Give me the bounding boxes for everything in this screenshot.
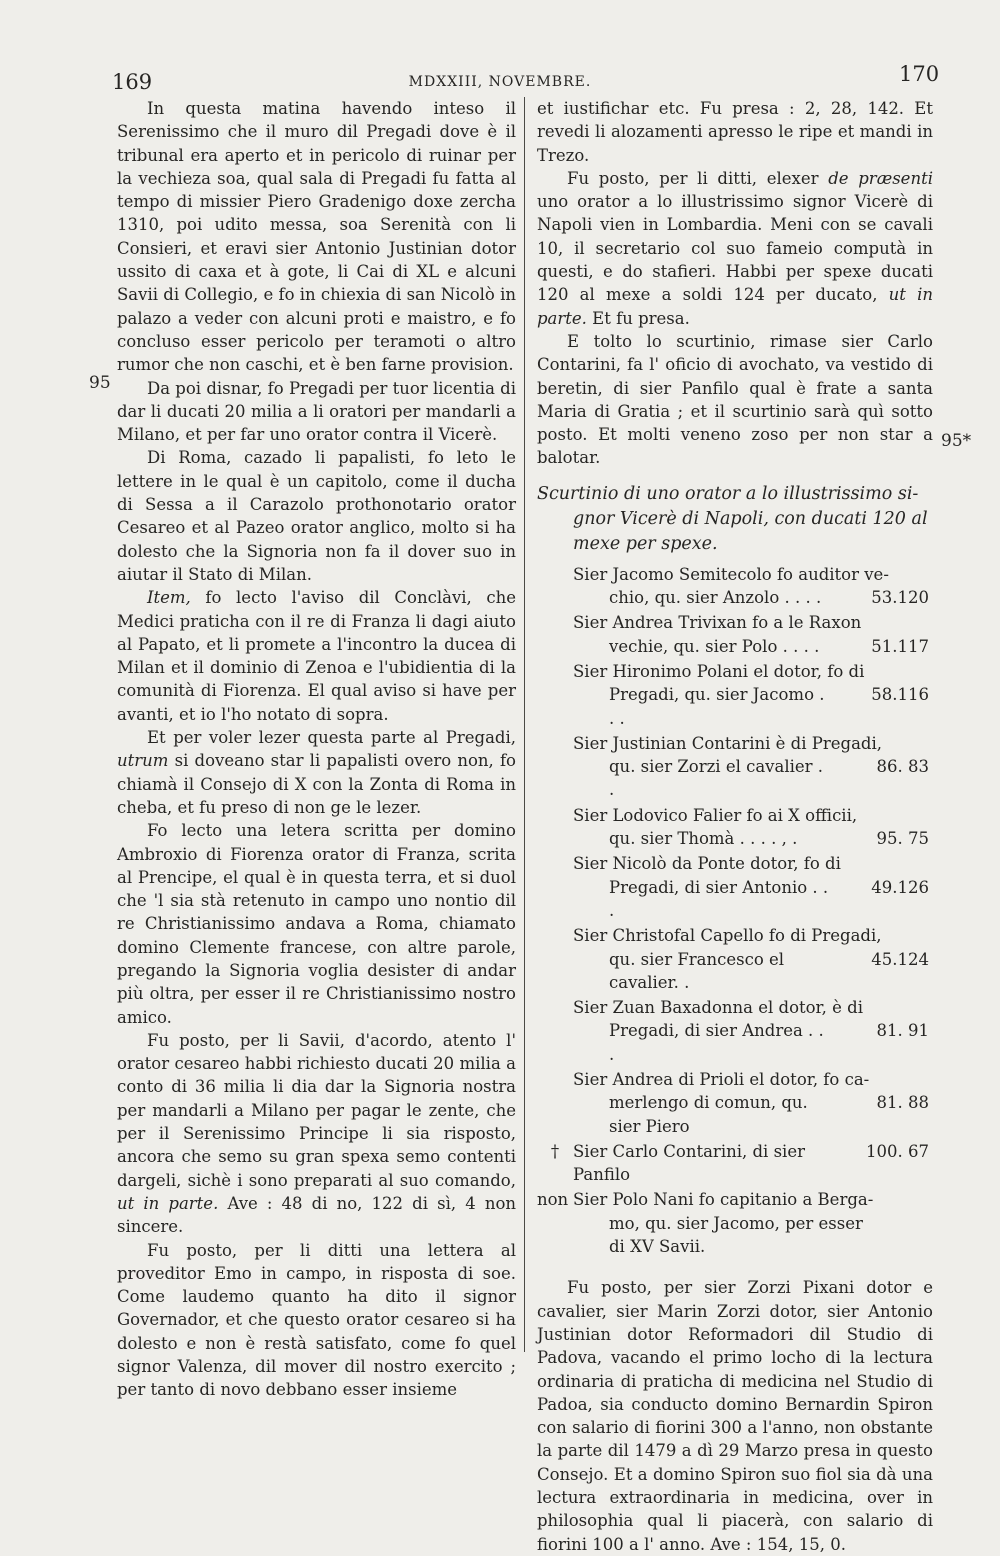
candidate-name: Sier Justinian Contarini è di Pregadi, [573,733,883,753]
candidate-name: Sier Nicolò da Ponte dotor, fo di [573,854,841,874]
italic-text: ut in parte. [537,285,934,328]
candidate-row [537,996,933,1066]
paragraph [117,1029,516,1239]
candidate-row [537,732,933,802]
right-column [537,97,933,1556]
candidate-votes: 51.117 [871,636,929,656]
page-number-left: 169 [112,70,153,94]
candidate-name-cont: qu. sier Francesco el cavalier. . [609,949,785,992]
paragraph-text: Et fu presa. [586,308,690,328]
page-number-right: 170 [899,62,940,86]
candidate-name: Sier Polo Nani fo capitanio a Berga- [573,1190,874,1210]
italic-text: de præsenti [828,168,933,188]
candidate-row [537,611,933,658]
candidate-row [537,1068,933,1138]
candidate-name-cont: chio, qu. sier Anzolo . . . . [609,588,822,608]
candidate-name: Sier Christofal Capello fo di Pregadi, [573,926,882,946]
italic-text: Item, [147,588,191,608]
candidate-name-cont: mo, qu. sier Jacomo, per esser [609,1213,863,1233]
candidate-name-cont: qu. sier Thomà . . . . , . [609,829,798,849]
candidate-votes: 100. 67 [866,1141,929,1161]
heading-line: mexe per spexe. [573,533,718,554]
candidate-votes: 53.120 [871,588,929,608]
running-title: MDXXIII, NOVEMBRE. [408,74,592,90]
paragraph-text: Fu posto, per li ditti, elexer [567,168,829,188]
candidate-votes: 95. 75 [876,829,929,849]
candidate-name-cont: di XV Savii. [609,1237,706,1257]
paragraph-text: Ave : 48 di no, 122 di sì, 4 non sincere. [117,1193,517,1237]
candidate-name: Sier Andrea Trivixan fo a le Raxon [573,613,862,633]
candidate-votes: 58.116 [871,685,929,705]
heading-line: Scurtinio di uno orator a lo illustrissimo si- [537,483,919,504]
candidate-name: Sier Lodovico Falier fo ai X officii, [573,805,858,825]
candidate-name-cont: merlengo di comun, qu. sier Piero [609,1093,808,1136]
candidate-votes: 81. 91 [876,1021,929,1041]
paragraph: Di Roma, cazado li papalisti, fo leto le lettere in le qual è un capitolo, come il ducha di Sessa a il Carazolo prothonotario orator Cesareo et al Pazeo orator anglico, molto si ha dolesto che la Signoria non fa il dover suo in aiutar il Stato di Milan. [117,448,516,584]
paragraph [117,586,516,726]
paragraph: Da poi disnar, fo Pregadi per tuor licentia di dar li ducati 20 milia a li oratori per mandarli a Milano, et per far uno orator contra il Vicerè. [117,378,516,445]
paragraph: Fu posto, per sier Zorzi Pixani dotor e cavalier, sier Marin Zorzi dotor, sier Antonio Justinian dotor Reformadori dil Studio di Padova, vacando el primo locho di la lectura ordinaria di praticha di medicina nel Studio di Padoa, sia conducto domino Bernardin Spiron con salario di fiorini 300 a l'anno, non obstante la parte dil 1479 a dì 29 Marzo presa in questo Consejo. Et a domino Spiron suo fiol sia dà una lectura extraordinaria in medicina, over in philosophia qual li piacerà, con salario di fiorini 100 a l' anno. Ave : 154, 15, 0. [537,1278,933,1554]
paragraph: et iustifichar etc. Fu presa : 2, 28, 142. Et revedi li alozamenti apresso le ripe et mandi in Trezo. [537,99,933,165]
candidate-votes: 45.124 [871,949,929,969]
italic-text: ut in parte. [117,1193,219,1213]
paragraph [117,726,516,819]
margin-note-left: 95 [89,373,111,393]
candidate-name: Sier Zuan Baxadonna el dotor, è di [573,998,863,1018]
candidate-name-cont: vechie, qu. sier Polo . . . . [609,636,820,656]
candidate-name: Sier Andrea di Prioli el dotor, fo ca- [573,1069,870,1089]
candidate-name: Sier Hironimo Polani el dotor, fo di [573,661,865,681]
candidate-name-cont: Pregadi, di sier Antonio . . . [609,877,829,920]
candidate-votes: 49.126 [871,877,929,897]
candidate-name: Sier Carlo Contarini, di sier Panfilo [573,1141,805,1185]
candidate-row [537,804,933,851]
column-divider [524,97,525,1352]
paragraph-text: uno orator a lo illustrissimo signor Vicerè di Napoli vien in Lombardia. Meni con se cavali 10, il secretario col suo fameio computà in questi, e do stafieri. Habbi per spexe ducati 120 al mexe a soldi 124 per ducato, [537,192,933,305]
paragraph: Fo lecto una letera scritta per domino Ambroxio di Fiorenza orator di Franza, scrita al Prencipe, el qual è in questa terra, et si duol che 'l sia stà retenuto in campo uno nontio dil re Christianissimo andava a Roma, chiamato domino Clemente francese, con altre parole, pregando la Signoria voglia desister di andar più oltra, per esser il re Christianissimo nostro amico. [117,821,516,1027]
candidate-name-cont: Pregadi, qu. sier Jacomo . . . [609,685,825,728]
section-heading [537,482,933,557]
left-column [117,97,516,1402]
paragraph-text: Et per voler lezer questa parte al Pregadi, [147,728,516,748]
candidate-row [537,924,933,994]
paragraph-text: Fu posto, per li Savii, d'acordo, atento l' orator cesareo habbi richiesto ducati 20 milia a conto di 36 milia li dia dar la Signoria nostra per mandarli a Milano per pagar le zente, che per il Serenissimo Principe li sia risposto, ancora che semo su gran spexa semo contenti dargeli, sichè i sono preparati al suo comando, [117,1030,516,1190]
paragraph: In questa matina havendo inteso il Serenissimo che il muro dil Pregadi dove è il tribunal era aperto et in pericolo di ruinar per la vechieza soa, qual sala di Pregadi fu fatta al tempo di missier Piero Gradenigo doxe zercha 1310, poi udito messa, soa Serenità con li Consieri, et eravi sier Antonio Justinian dotor ussito di caxa et à gote, li Cai di XL e alcuni Savii di Collegio, e fo in chiexia di san Nicolò in palazo a veder con alcuni proti e maistro, e fo concluso esser pericolo per teramoti o altro rumor che non caschi, et è ben farne provision. [117,99,517,375]
candidate-elected [537,1140,933,1187]
candidate-votes: 86. 83 [876,757,929,777]
paragraph: E tolto lo scurtinio, rimase sier Carlo Contarini, fa l' oficio di avochato, va vestido di beretin, di sier Panfilo qual è frate a santa Maria di Gratia ; et il scurtinio sarà quì sotto posto. Et molti veneno zoso per non star a balotar. [537,331,933,468]
candidate-name: Sier Jacomo Semitecolo fo auditor ve- [573,564,889,584]
italic-text: utrum [117,751,169,771]
candidate-row [537,852,933,922]
elected-mark: † [550,1141,560,1161]
heading-line: gnor Vicerè di Napoli, con ducati 120 al [573,508,928,529]
candidate-list [537,563,933,1138]
candidate-votes: 81. 88 [876,1093,929,1113]
candidate-name-cont: Pregadi, di sier Andrea . . . [609,1021,824,1064]
paragraph-text: si doveano star li papalisti overo non, fo chiamà il Consejo di X con la Zonta di Roma in cheba, et fu preso di non ge le lezer. [117,751,516,817]
candidate-row [537,660,933,730]
non-mark: non [537,1190,569,1210]
candidate-non [537,1188,933,1258]
candidate-row [537,563,933,610]
candidate-name-cont: qu. sier Zorzi el cavalier . . [609,757,824,800]
margin-note-right: 95* [941,431,972,451]
paragraph [537,167,933,330]
paragraph-text: fo lecto l'aviso dil Conclàvi, che Medici praticha con il re di Franza li dagi aiuto al Papato, et li promete a l'incontro la ducea di Milan et il dominio di Zenoa e l'ubidientia di la comunità di Fiorenza. El qual aviso si have per avanti, et io l'ho notato di sopra. [117,588,516,724]
paragraph: Fu posto, per li ditti una lettera al proveditor Emo in campo, in risposta di soe. Come laudemo quanto ha dito il signor Governador, et che questo orator cesareo si ha dolesto e non è restà satisfato, come fo quel signor Valenza, dil mover dil nostro exercito ; per tanto di novo debbano esser insieme [117,1240,516,1400]
